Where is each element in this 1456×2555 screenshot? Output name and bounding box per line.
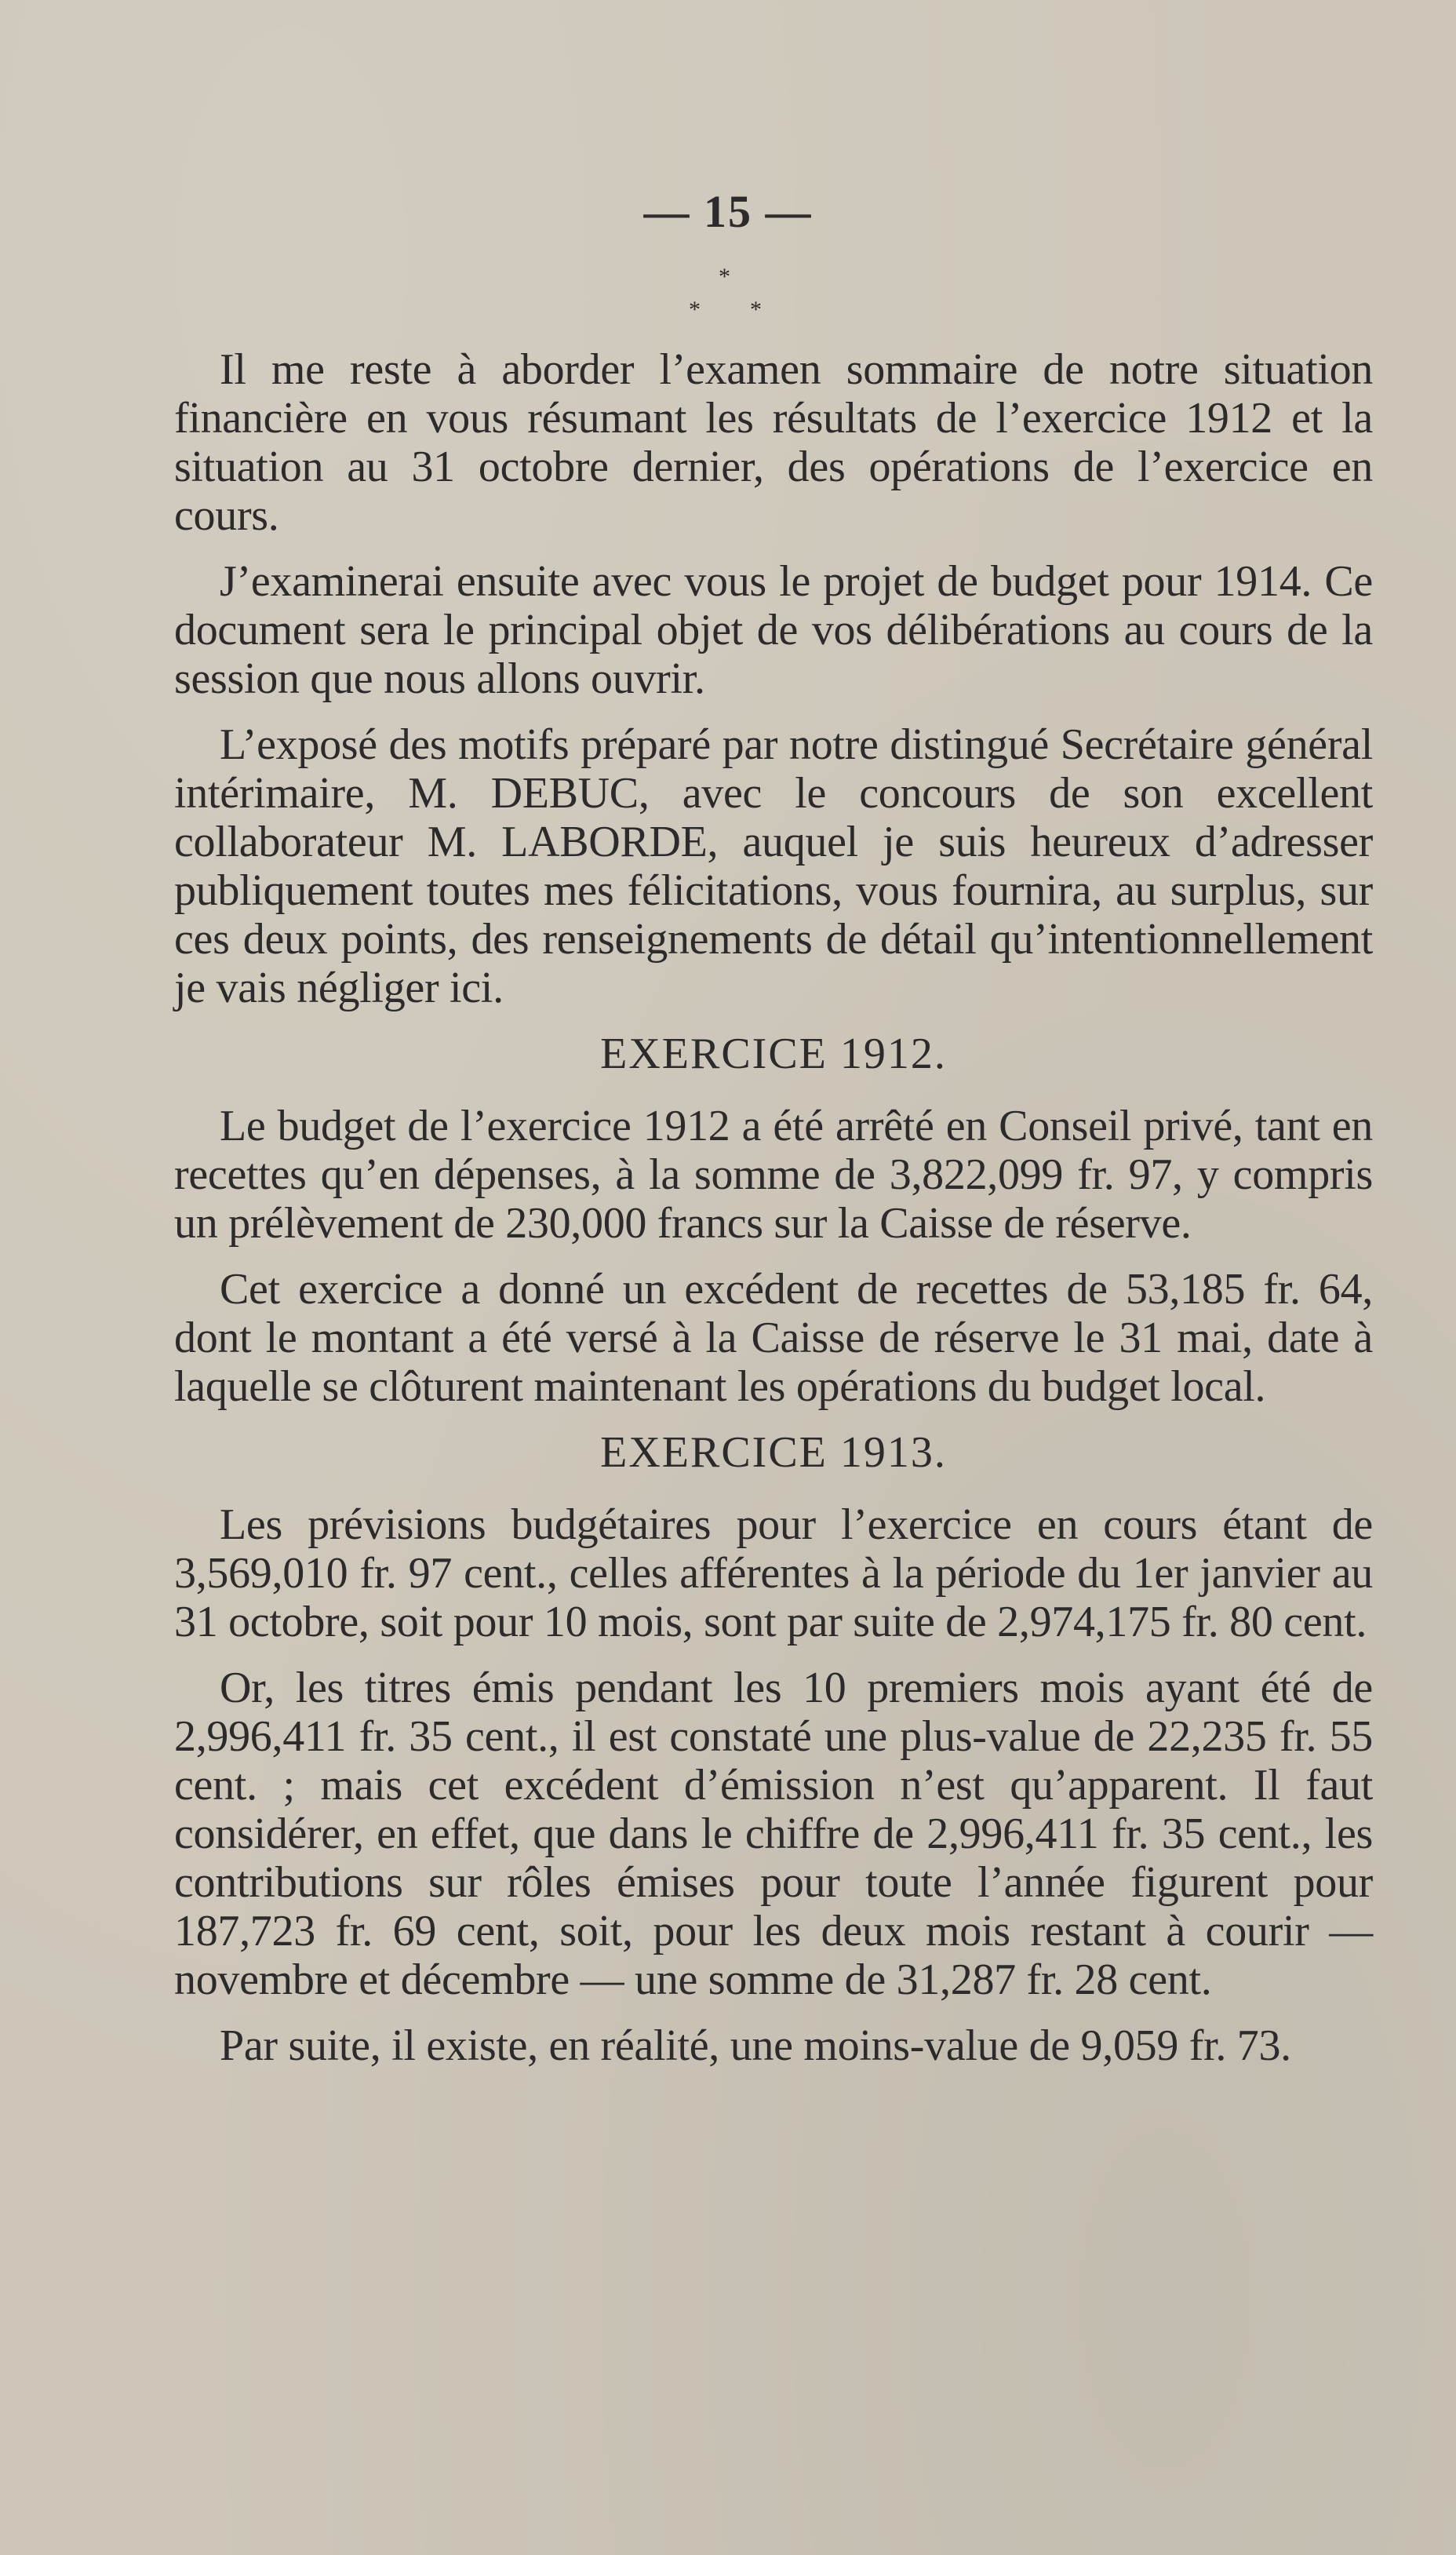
paragraph-excedent-1912: Cet exercice a donné un excédent de recettes de 53,185 fr. 64, dont le montant a été versé à la Caisse de réserve le 31 mai, date à laquelle se clôturent maintenant les opérations du budget local. xyxy=(174,1265,1373,1411)
paragraph-expose-motifs: L’exposé des motifs préparé par notre distingué Secrétaire général intérimaire, M. DEBUC, avec le concours de son excellent collaborateur M. LABORDE, auquel je suis heureux d’adresser publiquement toutes mes félicitations, vous fournira, au surplus, sur ces deux points, des renseignements de détail qu’intentionnellement je vais négliger ici. xyxy=(174,720,1373,1012)
paragraph-budget-1912: Le budget de l’exercice 1912 a été arrêté en Conseil privé, tant en recettes qu’en dépenses, à la somme de 3,822,099 fr. 97, y compris un prélèvement de 230,000 francs sur la Caisse de réserve. xyxy=(174,1102,1373,1248)
paragraph-moins-value: Par suite, il existe, en réalité, une moins-value de 9,059 fr. 73. xyxy=(220,2021,1291,2070)
ornament-star: * xyxy=(719,264,730,290)
asterism-ornament xyxy=(681,265,775,328)
section-heading-exercice-1912: EXERCICE 1912. xyxy=(600,1030,947,1078)
paragraph-budget-1914: J’examinerai ensuite avec vous le projet de budget pour 1914. Ce document sera le principal objet de vos délibérations au cours de la session que nous allons ouvrir. xyxy=(174,557,1373,703)
ornament-star: * xyxy=(750,297,762,323)
paragraph-titres-emis: Or, les titres émis pendant les 10 premiers mois ayant été de 2,996,411 fr. 35 cent., il est constaté une plus-value de 22,235 fr. 55 cent. ; mais cet excédent d’émission n’est qu’apparent. Il faut considérer, en effet, que dans le chiffre de 2,996,411 fr. 35 cent., les contributions sur rôles émises pour toute l’année figurent pour 187,723 fr. 69 cent, soit, pour les deux mois restant à courir — novembre et décembre — une somme de 31,287 fr. 28 cent. xyxy=(174,1664,1373,2004)
body-text xyxy=(174,345,1373,2087)
paragraph-intro: Il me reste à aborder l’examen sommaire de notre situation financière en vous résumant les résultats de l’exercice 1912 et la situation au 31 octobre dernier, des opérations de l’exercice en cours. xyxy=(174,345,1373,540)
page-number: — 15 — xyxy=(643,186,813,237)
paragraph-previsions-1913: Les prévisions budgétaires pour l’exercice en cours étant de 3,569,010 fr. 97 cent., celles afférentes à la période du 1er janvier au 31 octobre, soit pour 10 mois, sont par suite de 2,974,175 fr. 80 cent. xyxy=(174,1500,1373,1646)
section-heading-exercice-1913: EXERCICE 1913. xyxy=(600,1428,947,1477)
ornament-star: * xyxy=(689,297,701,323)
